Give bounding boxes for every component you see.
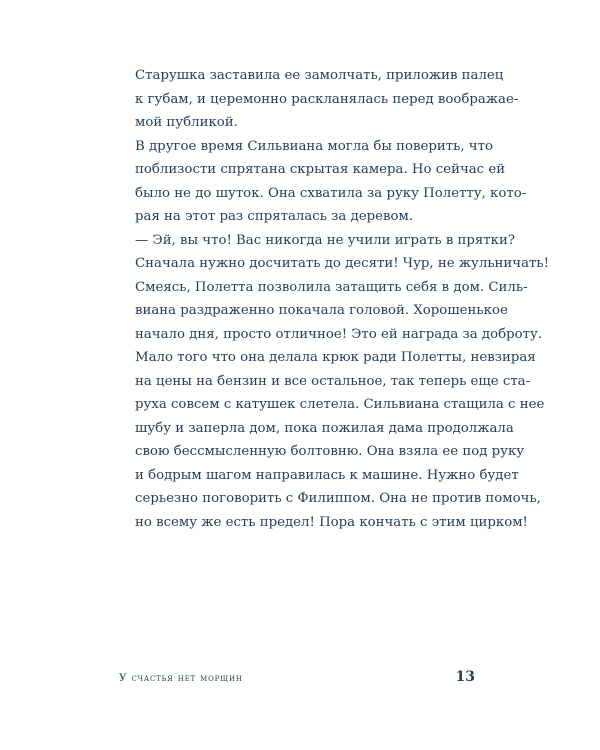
paragraph [120,276,545,535]
text-line: рая на этот раз спряталась за деревом. [135,209,414,224]
text-line: — Эй, вы что! Вас никогда не учили играть в прятки? [135,232,515,248]
text-line: мой публикой. [135,115,238,130]
text-line: начало дня, просто отличное! Это ей награда за доброту. [135,326,543,342]
text-line: шубу и заперла дом, пока пожилая дама продолжала [135,420,514,436]
text-line: к губам, и церемонно раскланялась перед воображае- [135,91,519,107]
text-line: поблизости спрятана скрытая камера. Но сейчас ей [135,162,506,177]
paragraph [120,229,549,276]
text-line: Смеясь, Полетта позволила затащить себя в дом. Силь- [135,279,528,295]
page-number: 13 [455,669,475,685]
text-line: Старушка заставила ее замолчать, приложив палец [135,68,504,83]
text-line: было не до шуток. Она схватила за руку Полетту, кото- [135,185,527,201]
text-line: Сначала нужно досчитать до десяти! Чур, не жульничать! [135,256,549,271]
text-line: руха совсем с катушек слетела. Сильвиана стащила с нее [135,397,545,412]
paragraph [120,64,519,135]
text-line: серьезно поговорить с Филиппом. Она не против помочь, [135,491,541,506]
text-line: но всему же есть предел! Пора кончать с этим цирком! [135,514,528,530]
text-line: свою бессмысленную болтовню. Она взяла ее под руку [135,444,525,459]
running-title: У счастья нет морщин [119,672,243,684]
text-line: на цены на бензин и все остальное, так теперь еще ста- [135,373,531,389]
text-line: виана раздраженно покачала головой. Хорошенькое [135,303,508,318]
page-footer [119,669,475,689]
text-line: и бодрым шагом направилась к машине. Нужно будет [135,467,519,483]
text-line: В другое время Сильвиана могла бы поверить, что [135,138,493,154]
text-line: Мало того что она делала крюк ради Полетты, невзирая [135,350,536,365]
body-text [120,64,549,534]
paragraph [120,135,527,229]
